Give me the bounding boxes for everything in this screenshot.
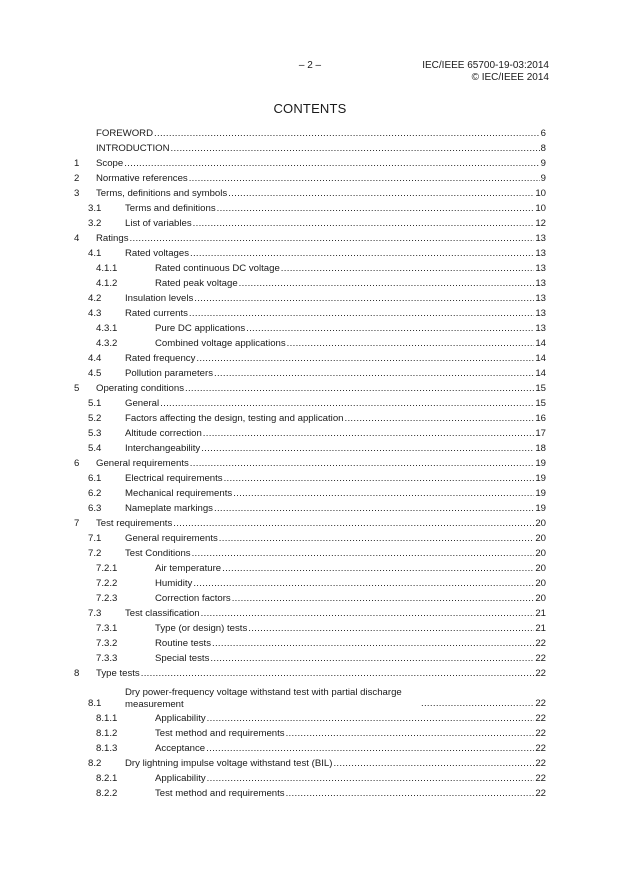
toc-entry-title: Test method and requirements <box>155 728 285 739</box>
dot-leader <box>286 726 535 741</box>
toc-entry-number: 5.3 <box>88 428 102 439</box>
toc-entry-page: 13 <box>535 248 546 259</box>
toc-entry-page: 19 <box>535 488 546 499</box>
toc-entry[interactable] <box>74 246 546 261</box>
toc-entry-number: 7.2.3 <box>96 593 118 604</box>
toc-entry-number: 8.2.2 <box>96 788 118 799</box>
toc-entry[interactable] <box>74 771 546 786</box>
toc-entry-number: 4.3 <box>88 308 102 319</box>
toc-entry-page: 19 <box>535 503 546 514</box>
toc-entry-title: Electrical requirements <box>125 473 223 484</box>
toc-entry-title: Type tests <box>96 668 140 679</box>
toc-entry[interactable] <box>74 636 546 651</box>
toc-entry[interactable] <box>74 216 546 231</box>
toc-entry-title: Test classification <box>125 608 200 619</box>
toc-entry-page: 13 <box>535 233 546 244</box>
dot-leader <box>287 336 535 351</box>
toc-entry-page: 19 <box>535 458 546 469</box>
toc-entry-number: 7.3.3 <box>96 653 118 664</box>
dot-leader <box>160 396 534 411</box>
toc-entry[interactable] <box>74 126 546 141</box>
toc-entry-page: 19 <box>535 473 546 484</box>
toc-entry[interactable] <box>74 306 546 321</box>
toc-entry-title: Normative references <box>96 173 188 184</box>
dot-leader <box>194 291 534 306</box>
toc-entry-page: 22 <box>535 758 546 769</box>
toc-entry-number: 5.2 <box>88 413 102 424</box>
toc-entry-page: 20 <box>535 563 546 574</box>
dot-leader <box>246 321 534 336</box>
toc-entry-page: 6 <box>540 128 546 139</box>
dot-leader <box>214 501 534 516</box>
toc-entry[interactable] <box>74 156 546 171</box>
toc-entry-page: 13 <box>535 293 546 304</box>
toc-entry-page: 22 <box>535 668 546 679</box>
toc-entry[interactable] <box>74 576 546 591</box>
toc-entry[interactable] <box>74 666 546 681</box>
toc-entry[interactable] <box>74 726 546 741</box>
toc-entry-number: 4 <box>74 233 80 244</box>
dot-leader <box>217 201 535 216</box>
toc-entry-number: 6.3 <box>88 503 102 514</box>
toc-entry[interactable] <box>74 486 546 501</box>
toc-entry-number: 8.2.1 <box>96 773 118 784</box>
dot-leader <box>207 771 535 786</box>
dot-leader <box>228 186 534 201</box>
toc-entry-title: Pure DC applications <box>155 323 246 334</box>
toc-entry-number: 7.2 <box>88 548 102 559</box>
toc-entry-title: Routine tests <box>155 638 211 649</box>
toc-entry-number: 7.3 <box>88 608 102 619</box>
toc-entry[interactable] <box>74 351 546 366</box>
toc-entry-title: Applicability <box>155 773 206 784</box>
toc-entry-number: 7.2.2 <box>96 578 118 589</box>
dot-leader <box>201 441 534 456</box>
toc-entry[interactable] <box>74 531 546 546</box>
toc-entry-page: 22 <box>535 713 546 724</box>
toc-entry[interactable] <box>74 276 546 291</box>
dot-leader <box>421 696 534 711</box>
toc-entry-page: 12 <box>535 218 546 229</box>
dot-leader <box>189 171 540 186</box>
dot-leader <box>196 351 534 366</box>
toc-entry-number: 5.1 <box>88 398 102 409</box>
toc-entry-title: Type (or design) tests <box>155 623 248 634</box>
toc-entry-title: Mechanical requirements <box>125 488 233 499</box>
toc-entry-title: Ratings <box>96 233 129 244</box>
toc-entry[interactable] <box>74 606 546 621</box>
toc-entry-title: Insulation levels <box>125 293 194 304</box>
dot-leader <box>232 591 535 606</box>
toc-entry-number: 1 <box>74 158 80 169</box>
toc-entry-title: Terms and definitions <box>125 203 216 214</box>
toc-entry-number: 6.2 <box>88 488 102 499</box>
toc-entry-page: 14 <box>535 338 546 349</box>
dot-leader <box>239 276 535 291</box>
toc-entry-number: 2 <box>74 173 80 184</box>
toc-entry-title: Rated continuous DC voltage <box>155 263 280 274</box>
toc-entry-page: 20 <box>535 593 546 604</box>
toc-entry[interactable] <box>74 201 546 216</box>
toc-entry-page: 10 <box>535 203 546 214</box>
dot-leader <box>154 126 540 141</box>
dot-leader <box>189 306 534 321</box>
toc-entry-page: 21 <box>535 608 546 619</box>
dot-leader <box>286 786 535 801</box>
toc-entry-number: 6 <box>74 458 80 469</box>
dot-leader <box>206 741 534 756</box>
toc-entry-title: Test requirements <box>96 518 173 529</box>
toc-entry-page: 14 <box>535 353 546 364</box>
toc-entry-number: 4.2 <box>88 293 102 304</box>
toc-entry-number: 4.1.2 <box>96 278 118 289</box>
toc-entry-title: General requirements <box>96 458 189 469</box>
toc-entry-number: 7.3.1 <box>96 623 118 634</box>
toc-entry-page: 22 <box>535 773 546 784</box>
toc-entry[interactable] <box>74 786 546 801</box>
toc-entry-number: 4.3.2 <box>96 338 118 349</box>
toc-entry-title: INTRODUCTION <box>96 143 170 154</box>
toc-entry-page: 13 <box>535 263 546 274</box>
toc-entry-number: 7 <box>74 518 80 529</box>
toc-entry-title: Factors affecting the design, testing and application <box>125 413 344 424</box>
toc-entry-title: Pollution parameters <box>125 368 213 379</box>
toc-entry-number: 5.4 <box>88 443 102 454</box>
toc-entry-number: 8.1.3 <box>96 743 118 754</box>
dot-leader <box>210 651 534 666</box>
toc-entry-number: 5 <box>74 383 80 394</box>
toc-entry[interactable] <box>74 546 546 561</box>
toc-entry-title: Dry lightning impulse voltage withstand test (BIL) <box>125 758 333 769</box>
toc-entry-number: 8.1.1 <box>96 713 118 724</box>
toc-entry-number: 8.2 <box>88 758 102 769</box>
toc-entry-number: 3.2 <box>88 218 102 229</box>
toc-entry-page: 14 <box>535 368 546 379</box>
contents-title: CONTENTS <box>273 101 347 116</box>
toc-entry-page: 20 <box>535 578 546 589</box>
toc-entry[interactable] <box>74 261 546 276</box>
toc-entry-title: Scope <box>96 158 124 169</box>
dot-leader <box>219 531 535 546</box>
toc-entry[interactable] <box>74 141 546 156</box>
toc-entry-number: 8.1 <box>88 698 102 709</box>
dot-leader <box>185 381 534 396</box>
toc-entry-number: 3 <box>74 188 80 199</box>
toc-entry-title: FOREWORD <box>96 128 154 139</box>
toc-entry-page: 18 <box>535 443 546 454</box>
toc-entry-page: 15 <box>535 383 546 394</box>
toc-entry-page: 20 <box>535 518 546 529</box>
toc-entry-title: Combined voltage applications <box>155 338 286 349</box>
toc-entry[interactable] <box>74 411 546 426</box>
toc-entry[interactable] <box>74 681 546 711</box>
toc-entry[interactable] <box>74 441 546 456</box>
toc-entry-title: Altitude correction <box>125 428 202 439</box>
dot-leader <box>345 411 535 426</box>
dot-leader <box>171 141 540 156</box>
dot-leader <box>193 576 534 591</box>
dot-leader <box>214 366 534 381</box>
toc-entry-page: 9 <box>540 158 546 169</box>
toc-entry[interactable] <box>74 321 546 336</box>
toc-entry[interactable] <box>74 756 546 771</box>
toc-entry-page: 20 <box>535 548 546 559</box>
dot-leader <box>212 636 534 651</box>
toc-entry-page: 22 <box>535 743 546 754</box>
toc-entry-page: 13 <box>535 308 546 319</box>
toc-entry-number: 4.1 <box>88 248 102 259</box>
toc-entry-title: Special tests <box>155 653 210 664</box>
toc-entry-title: Rated peak voltage <box>155 278 238 289</box>
toc-entry-title: Nameplate markings <box>125 503 213 514</box>
toc-entry[interactable] <box>74 366 546 381</box>
dot-leader <box>173 516 534 531</box>
dot-leader <box>333 756 534 771</box>
toc-entry-page: 9 <box>540 173 546 184</box>
toc-entry-title: Rated currents <box>125 308 188 319</box>
toc-entry[interactable] <box>74 426 546 441</box>
toc-entry-number: 4.5 <box>88 368 102 379</box>
toc-entry-number: 7.2.1 <box>96 563 118 574</box>
toc-entry-page: 8 <box>540 143 546 154</box>
toc-entry[interactable] <box>74 516 546 531</box>
toc-entry[interactable] <box>74 741 546 756</box>
toc-entry[interactable] <box>74 471 546 486</box>
toc-entry-title: Operating conditions <box>96 383 184 394</box>
toc-entry-title: Terms, definitions and symbols <box>96 188 228 199</box>
toc-entry-title: Rated voltages <box>125 248 189 259</box>
dot-leader <box>233 486 534 501</box>
toc-entry-page: 17 <box>535 428 546 439</box>
toc-entry-page: 22 <box>535 653 546 664</box>
toc-entry-page: 13 <box>535 278 546 289</box>
toc-entry-page: 10 <box>535 188 546 199</box>
dot-leader <box>141 666 535 681</box>
dot-leader <box>124 156 539 171</box>
dot-leader <box>130 231 535 246</box>
toc-entry[interactable] <box>74 291 546 306</box>
toc-entry-title: General <box>125 398 160 409</box>
toc-entry[interactable] <box>74 186 546 201</box>
toc-entry[interactable] <box>74 336 546 351</box>
page-number: – 2 – <box>298 60 322 71</box>
toc-entry-title: Humidity <box>155 578 193 589</box>
toc-entry-number: 3.1 <box>88 203 102 214</box>
toc-entry-title: Applicability <box>155 713 206 724</box>
toc-entry[interactable] <box>74 591 546 606</box>
dot-leader <box>224 471 535 486</box>
toc-entry-number: 6.1 <box>88 473 102 484</box>
document-identifier <box>422 60 549 84</box>
toc-entry[interactable] <box>74 396 546 411</box>
dot-leader <box>190 246 534 261</box>
toc-entry-title: General requirements <box>125 533 218 544</box>
dot-leader <box>190 456 535 471</box>
toc-entry-title: Air temperature <box>155 563 222 574</box>
toc-entry-title: Test Conditions <box>125 548 191 559</box>
toc-entry-number: 7.1 <box>88 533 102 544</box>
toc-entry[interactable] <box>74 456 546 471</box>
dot-leader <box>248 621 534 636</box>
dot-leader <box>193 216 535 231</box>
dot-leader <box>281 261 535 276</box>
dot-leader <box>192 546 535 561</box>
toc-entry[interactable] <box>74 561 546 576</box>
toc-entry-page: 21 <box>535 623 546 634</box>
toc-entry[interactable] <box>74 621 546 636</box>
dot-leader <box>222 561 534 576</box>
toc-entry-number: 4.3.1 <box>96 323 118 334</box>
copyright-line: © IEC/IEEE 2014 <box>471 72 549 83</box>
toc-entry-title: Rated frequency <box>125 353 196 364</box>
toc-entry-page: 16 <box>535 413 546 424</box>
dot-leader <box>207 711 535 726</box>
toc-entry[interactable] <box>74 501 546 516</box>
toc-entry-title: Test method and requirements <box>155 788 285 799</box>
document-id-line: IEC/IEEE 65700-19-03:2014 <box>422 60 549 71</box>
toc-entry-page: 13 <box>535 323 546 334</box>
toc-entry-number: 7.3.2 <box>96 638 118 649</box>
toc-entry-page: 20 <box>535 533 546 544</box>
toc-entry[interactable] <box>74 231 546 246</box>
dot-leader <box>201 606 535 621</box>
toc-entry-page: 22 <box>535 788 546 799</box>
toc-entry-number: 4.4 <box>88 353 102 364</box>
toc-entry-title: Interchangeability <box>125 443 201 454</box>
toc-entry[interactable] <box>74 651 546 666</box>
toc-entry-number: 8.1.2 <box>96 728 118 739</box>
toc-entry-title: Correction factors <box>155 593 231 604</box>
toc-entry-title: Acceptance <box>155 743 206 754</box>
toc-entry[interactable] <box>74 711 546 726</box>
toc-entry-title: List of variables <box>125 218 192 229</box>
dot-leader <box>203 426 535 441</box>
toc-entry-page: 22 <box>535 728 546 739</box>
toc-entry-page: 22 <box>535 638 546 649</box>
toc-entry-number: 8 <box>74 668 80 679</box>
toc-entry[interactable] <box>74 171 546 186</box>
table-of-contents <box>74 126 546 801</box>
toc-entry[interactable] <box>74 381 546 396</box>
toc-entry-page: 15 <box>535 398 546 409</box>
toc-entry-title: Dry power-frequency voltage withstand test with partial discharge measurement <box>125 687 402 710</box>
toc-entry-number: 4.1.1 <box>96 263 118 274</box>
toc-entry-page: 22 <box>535 698 546 709</box>
